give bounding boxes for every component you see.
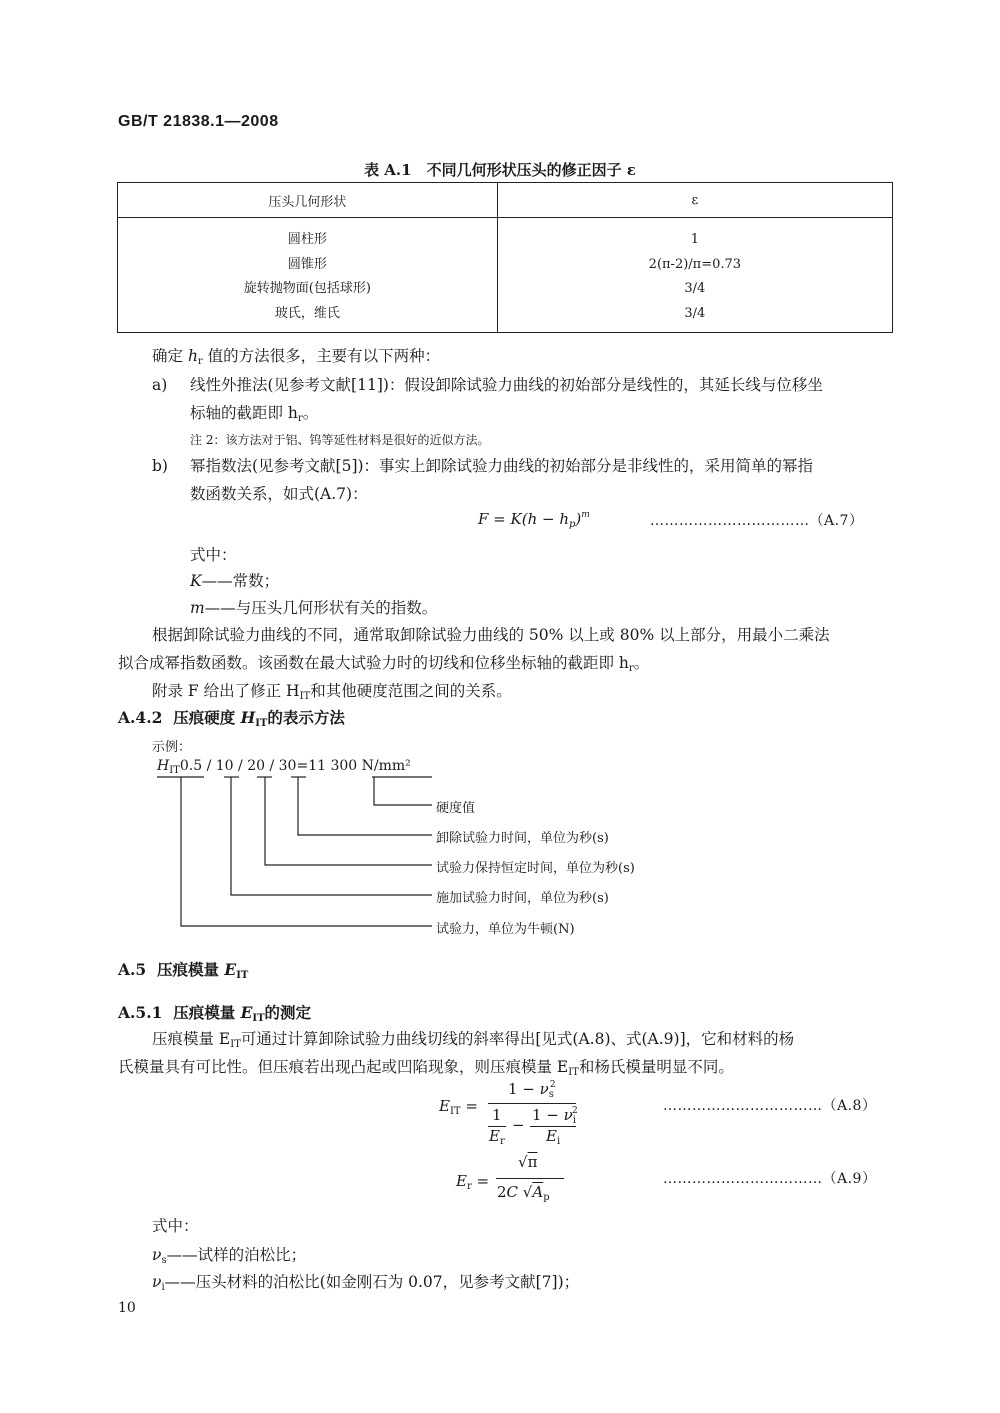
equation-a7: $F = K(h - h_p)^m$	[478, 510, 590, 530]
where-label-2: 式中：	[152, 1217, 199, 1235]
equation-a9-label: ……………………………（A.9）	[663, 1171, 877, 1187]
section-number: A.4.2	[118, 708, 163, 727]
text-run: E	[240, 1003, 253, 1022]
text-run: 氏模量具有可比性。但压痕若出现凸起或凹陷现象，则压痕模量 E	[118, 1058, 569, 1076]
text-run: =11 300 N/mm²	[296, 758, 411, 774]
standard-number: GB/T 21838.1—2008	[118, 113, 279, 130]
text-run: 。	[302, 404, 319, 422]
text-run: K	[190, 572, 202, 590]
text-run: ——试样的泊松比；	[166, 1246, 307, 1264]
table-cell: 2(π-2)/π=0.73	[648, 256, 742, 272]
annotation-hardness: 硬度值	[436, 801, 476, 816]
bracket-hold-time	[265, 777, 432, 865]
bracket-load-time	[231, 777, 432, 895]
text-run: H	[157, 758, 170, 774]
text-run: 附录 F 给出了修正 H	[152, 682, 300, 700]
text-run: IT	[568, 1067, 579, 1078]
text-run: 压痕模量 E	[152, 1030, 231, 1048]
text-run: IT	[299, 691, 311, 702]
text-run: 和其他硬度范围之间的关系。	[310, 682, 512, 700]
table-header-epsilon: ε	[497, 183, 892, 218]
text-run: 拟合成幂指数函数。该函数在最大试验力时的切线和位移坐标轴的截距即 h	[118, 654, 629, 672]
bracket-unload-time	[298, 777, 432, 835]
text-run: 和杨氏模量明显不同。	[578, 1058, 734, 1076]
text-run: 压痕模量	[173, 1003, 241, 1022]
text-run: 20	[247, 758, 266, 774]
text-run: 的测定	[264, 1003, 312, 1022]
bracket-hardness	[374, 777, 432, 805]
example-label: 示例：	[152, 740, 192, 755]
text-run: 压痕硬度	[173, 708, 241, 727]
annotation-force: 试验力，单位为牛顿(N)	[436, 922, 575, 937]
equation-a7-label: ……………………………（A.7）	[650, 513, 864, 529]
item-b-line2: 数函数关系，如式(A.7)：	[190, 485, 368, 503]
text-run: /	[238, 758, 243, 774]
note-2: 注 2：该方法对于铝、钨等延性材料是很好的近似方法。	[190, 433, 490, 447]
text-run: 可通过计算卸除试验力曲线切线的斜率得出[见式(A.8)、式(A.9)]，它和材料的杨	[240, 1030, 795, 1048]
text-run: 10	[215, 758, 234, 774]
text-run: ——压头材料的泊松比(如金刚石为 0.07，见参考文献[7])；	[164, 1273, 580, 1291]
text-run: ——与压头几何形状有关的指数。	[204, 599, 438, 617]
text-run: 压痕模量	[157, 960, 225, 979]
text-run: 确定	[152, 347, 188, 365]
bracket-force	[181, 777, 432, 926]
text-run: 值的方法很多，主要有以下两种：	[202, 347, 441, 365]
text-run: r	[197, 356, 203, 367]
a51-line2	[118, 1053, 734, 1087]
annotation-hold-time: 试验力保持恒定时间，单位为秒(s)	[436, 861, 635, 876]
item-b-line1: 幂指数法(见参考文献[5])：事实上卸除试验力曲线的初始部分是非线性的，采用简单的幂指	[190, 457, 814, 475]
text-run: E	[224, 960, 237, 979]
item-a-label: a)	[152, 376, 168, 394]
where-label-1: 式中：	[190, 546, 237, 564]
section-number: A.5	[118, 960, 147, 979]
text-run: h	[187, 347, 198, 365]
text-run: 标轴的截距即 h	[190, 404, 298, 422]
text-run: IT	[236, 970, 249, 981]
text-run: 30	[278, 758, 297, 774]
text-run: IT	[169, 765, 180, 776]
text-run: r	[297, 413, 303, 424]
text-run: IT	[255, 718, 268, 729]
page-number: 10	[118, 1300, 136, 1316]
text-run: 。	[633, 654, 650, 672]
table-title: 表 A.1 不同几何形状压头的修正因子 ε	[364, 161, 636, 179]
text-run: IT	[252, 1013, 265, 1024]
item-a-line1: 线性外推法(见参考文献[11])：假设卸除试验力曲线的初始部分是线性的，其延长线与位移坐	[190, 376, 823, 394]
text-run: /	[206, 758, 212, 774]
text-run: IT	[230, 1039, 241, 1050]
section-a5-heading	[118, 956, 248, 990]
section-number: A.5.1	[118, 1003, 163, 1022]
nu-s-definition: $\nu_s——$试样的泊松比；	[152, 1246, 307, 1266]
equation-a8-label: ……………………………（A.8）	[663, 1098, 877, 1114]
text-run: r	[628, 663, 634, 674]
table-cell: 3/4	[684, 305, 706, 321]
text-run: H	[240, 708, 256, 727]
paragraph-1-line1: 根据卸除试验力曲线的不同，通常取卸除试验力曲线的 50% 以上或 80% 以上部分，用最小二乘法	[152, 626, 830, 644]
text-run: ——常数；	[201, 572, 280, 590]
table-cell: 旋转抛物面(包括球形)	[243, 281, 371, 296]
annotation-load-time: 施加试验力时间，单位为秒(s)	[436, 891, 609, 906]
text-run: /	[269, 758, 275, 774]
nu-i-definition: $\nu_i——$压头材料的泊松比(如金刚石为 0.07，见参考文献[7])；	[152, 1273, 580, 1293]
table-cell: 圆柱形	[287, 232, 327, 247]
text-run: m	[190, 599, 205, 617]
table-cell: 玻氏，维氏	[274, 305, 340, 321]
annotation-unload-time: 卸除试验力时间，单位为秒(s)	[436, 831, 609, 846]
item-b-label: b)	[152, 457, 168, 475]
table-cell: 1	[690, 232, 700, 247]
table-header-shape: 压头几何形状	[118, 183, 498, 218]
text-run: 0.5	[179, 758, 203, 774]
table-cell: 3/4	[684, 281, 706, 296]
text-run: 的表示方法	[267, 708, 345, 727]
table-cell: 圆锥形	[287, 256, 327, 272]
